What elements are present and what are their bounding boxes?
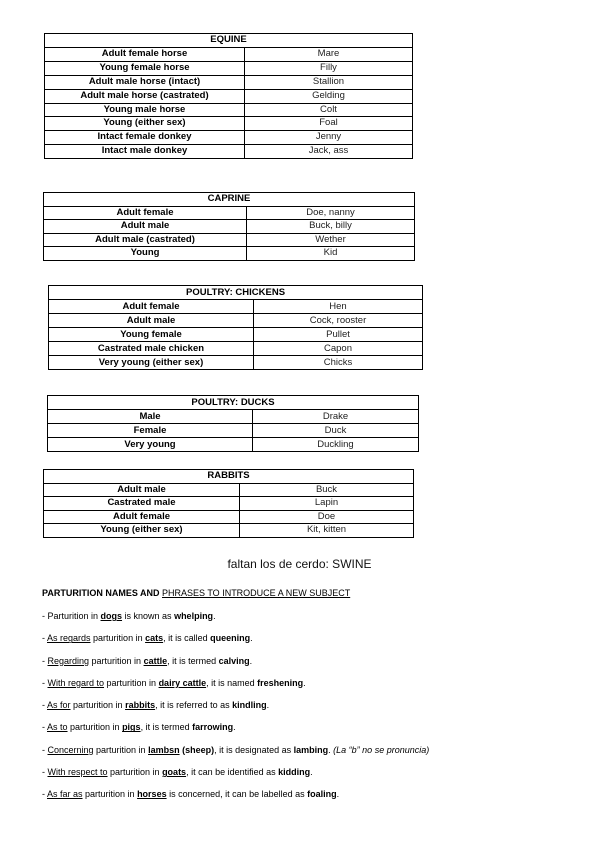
animal-description-cell: Intact female donkey — [45, 131, 245, 145]
animal-description-cell: Young — [44, 247, 247, 261]
ducks-table-title: POULTRY: DUCKS — [48, 396, 419, 410]
animal-name-cell: Capon — [254, 342, 423, 356]
sentence-segment: . — [266, 700, 270, 711]
sentence-segment: As regards — [47, 633, 91, 644]
sentence-segment: With respect to — [47, 767, 108, 778]
animal-description-cell: Young female — [49, 328, 254, 342]
animal-name-cell: Doe, nanny — [247, 206, 415, 220]
sentence-segment: goats — [162, 767, 187, 778]
animal-description-cell: Young (either sex) — [44, 524, 240, 538]
animal-name-cell: Jenny — [245, 131, 413, 145]
sentence-segment: . — [250, 633, 253, 644]
animal-name-cell: Duck — [253, 424, 419, 438]
table-row — [48, 410, 419, 424]
sentence-segment: , it is named — [206, 677, 258, 688]
parturition-sentence — [42, 677, 572, 699]
animal-name-cell: Drake — [253, 410, 419, 424]
parturition-sentence — [42, 632, 572, 654]
parturition-sentence — [42, 655, 572, 677]
sentence-segment: dogs — [100, 611, 123, 621]
animal-description-cell: Young female horse — [45, 61, 245, 75]
sentence-segment: pigs — [122, 722, 141, 733]
table-row — [48, 438, 419, 452]
table-row — [45, 89, 413, 103]
sentence-segment: As to — [47, 722, 68, 733]
sentence-segment: . — [303, 677, 306, 688]
parturition-sentence — [42, 744, 572, 766]
table-row — [45, 145, 413, 159]
sentence-segment: parturition in — [67, 722, 123, 733]
sentence-segment: With regard to — [47, 677, 105, 688]
sentence-segment: , it is called — [163, 633, 211, 644]
sentence-segment: - — [42, 633, 48, 644]
animal-name-cell: Buck — [240, 483, 414, 497]
sentence-segment: (La “b” no se pronuncia) — [333, 744, 430, 755]
table-row — [45, 131, 413, 145]
animal-name-cell: Jack, ass — [245, 145, 413, 159]
animal-name-cell: Duckling — [253, 438, 419, 452]
sentence-segment: , it is termed — [167, 655, 219, 666]
equine-table-title: EQUINE — [45, 34, 413, 48]
rabbits-table — [43, 469, 414, 538]
table-row — [49, 300, 423, 314]
sentence-segment: parturition in — [93, 744, 149, 755]
animal-description-cell: Adult female — [44, 510, 240, 524]
parturition-sentence — [42, 788, 572, 810]
sentence-segment: - — [42, 677, 48, 688]
animal-name-cell: Mare — [245, 47, 413, 61]
parturition-sentences — [42, 610, 572, 811]
sentence-segment: Regarding — [47, 655, 90, 666]
animal-name-cell: Chicks — [254, 356, 423, 370]
animal-name-cell: Stallion — [245, 75, 413, 89]
parturition-sentence — [42, 610, 572, 632]
sentence-segment: cats — [145, 633, 164, 644]
animal-description-cell: Male — [48, 410, 253, 424]
sentence-segment: . — [249, 655, 253, 666]
table-row — [45, 47, 413, 61]
sentence-segment: queening — [210, 633, 251, 644]
sentence-segment: , it is designated as — [214, 744, 294, 755]
table-row — [44, 220, 415, 234]
animal-name-cell: Colt — [245, 103, 413, 117]
table-row — [44, 510, 414, 524]
sentence-segment: calving — [218, 655, 250, 666]
ducks-table — [47, 395, 419, 452]
equine-table — [44, 33, 413, 159]
chickens-table-title: POULTRY: CHICKENS — [49, 286, 423, 300]
sentence-segment: parturition in — [104, 677, 159, 688]
animal-description-cell: Adult female horse — [45, 47, 245, 61]
parturition-sentence — [42, 721, 572, 743]
sentence-segment: rabbits — [125, 700, 156, 711]
sentence-segment: - — [42, 722, 48, 733]
sentence-segment: freshening — [257, 677, 304, 688]
table-row — [49, 328, 423, 342]
sentence-segment: Concerning — [47, 744, 94, 755]
sentence-segment: is known as — [122, 611, 175, 621]
animal-name-cell: Pullet — [254, 328, 423, 342]
animal-name-cell: Doe — [240, 510, 414, 524]
sentence-segment: - Parturition in — [42, 611, 101, 621]
sentence-segment: . — [328, 744, 334, 755]
chickens-table — [48, 285, 423, 370]
sentence-segment: parturition in — [82, 789, 138, 800]
caprine-table — [43, 192, 415, 261]
sentence-segment: lambing — [293, 744, 329, 755]
animal-name-cell: Buck, billy — [247, 220, 415, 234]
rabbits-table-title: RABBITS — [44, 470, 414, 484]
sentence-segment: . — [213, 611, 216, 621]
sentence-segment: is concerned, it can be labelled as — [166, 789, 308, 800]
heading-plain: PARTURITION NAMES AND — [42, 588, 162, 598]
animal-name-cell: Gelding — [245, 89, 413, 103]
table-row — [49, 314, 423, 328]
sentence-segment: cattle — [143, 655, 168, 666]
animal-description-cell: Adult male (castrated) — [44, 233, 247, 247]
table-row — [45, 75, 413, 89]
table-row — [44, 233, 415, 247]
sentence-segment: . — [233, 722, 236, 733]
sentence-segment: - — [42, 767, 48, 778]
sentence-segment: As for — [47, 700, 71, 711]
table-row — [44, 206, 415, 220]
caprine-table-title: CAPRINE — [44, 193, 415, 207]
animal-name-cell: Filly — [245, 61, 413, 75]
sentence-segment: parturition in — [107, 767, 163, 778]
sentence-segment: horses — [137, 789, 167, 800]
sentence-segment: (sheep) — [179, 744, 215, 755]
swine-note: faltan los de cerdo: SWINE — [227, 557, 372, 571]
sentence-segment: dairy cattle — [158, 677, 207, 688]
table-row — [49, 342, 423, 356]
parturition-heading — [42, 588, 350, 598]
sentence-segment: kindling — [232, 700, 267, 711]
sentence-segment: foaling — [307, 789, 337, 800]
sentence-segment: - — [42, 789, 48, 800]
sentence-segment: lambsn — [148, 744, 180, 755]
animal-description-cell: Adult male — [44, 483, 240, 497]
animal-description-cell: Adult male — [49, 314, 254, 328]
animal-description-cell: Adult female — [49, 300, 254, 314]
animal-name-cell: Kit, kitten — [240, 524, 414, 538]
animal-name-cell: Hen — [254, 300, 423, 314]
animal-description-cell: Adult male horse (intact) — [45, 75, 245, 89]
parturition-sentence — [42, 766, 572, 788]
heading-underlined: PHRASES TO INTRODUCE A NEW SUBJECT — [162, 588, 351, 598]
sentence-segment: . — [336, 789, 340, 800]
animal-name-cell: Lapin — [240, 497, 414, 511]
animal-description-cell: Very young — [48, 438, 253, 452]
sentence-segment: As far as — [47, 789, 83, 800]
animal-name-cell: Wether — [247, 233, 415, 247]
animal-description-cell: Female — [48, 424, 253, 438]
sentence-segment: . — [310, 767, 313, 778]
animal-description-cell: Intact male donkey — [45, 145, 245, 159]
sentence-segment: , it is termed — [140, 722, 193, 733]
table-row — [45, 103, 413, 117]
sentence-segment: - — [42, 700, 48, 711]
table-row — [44, 524, 414, 538]
sentence-segment: farrowing — [192, 722, 234, 733]
animal-description-cell: Young male horse — [45, 103, 245, 117]
animal-description-cell: Very young (either sex) — [49, 356, 254, 370]
table-row — [45, 117, 413, 131]
animal-name-cell: Kid — [247, 247, 415, 261]
animal-name-cell: Cock, rooster — [254, 314, 423, 328]
animal-name-cell: Foal — [245, 117, 413, 131]
animal-description-cell: Adult female — [44, 206, 247, 220]
sentence-segment: parturition in — [90, 633, 146, 644]
animal-description-cell: Adult male horse (castrated) — [45, 89, 245, 103]
animal-description-cell: Young (either sex) — [45, 117, 245, 131]
sentence-segment: kidding — [278, 767, 311, 778]
sentence-segment: parturition in — [89, 655, 144, 666]
table-row — [44, 483, 414, 497]
sentence-segment: - — [42, 655, 48, 666]
sentence-segment: , it can be identified as — [186, 767, 279, 778]
table-row — [48, 424, 419, 438]
animal-description-cell: Adult male — [44, 220, 247, 234]
table-row — [45, 61, 413, 75]
parturition-sentence — [42, 699, 572, 721]
sentence-segment: - — [42, 744, 48, 755]
sentence-segment: , it is referred to as — [155, 700, 233, 711]
sentence-segment: whelping — [174, 611, 214, 621]
animal-description-cell: Castrated male chicken — [49, 342, 254, 356]
table-row — [44, 497, 414, 511]
table-row — [49, 356, 423, 370]
animal-description-cell: Castrated male — [44, 497, 240, 511]
sentence-segment: parturition in — [70, 700, 126, 711]
table-row — [44, 247, 415, 261]
